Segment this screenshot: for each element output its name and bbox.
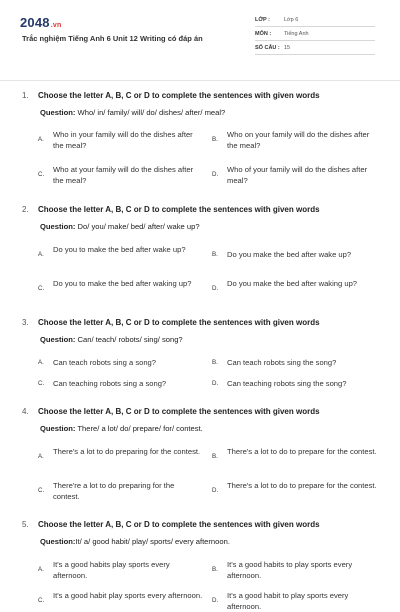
instruction-text: Choose the letter A, B, C or D to complete the sentences with given words: [38, 407, 320, 416]
logo-suffix: .vn: [50, 22, 62, 29]
option-text: There're a lot to do preparing for the contest.: [53, 481, 175, 501]
option-text: Do you to make the bed after waking up?: [53, 279, 192, 288]
option-text: It's a good habits to play sports every afternoon.: [227, 560, 353, 580]
question-instruction: [22, 407, 320, 416]
meta-row-class: [255, 14, 375, 27]
option-text: Who at your family will do the dishes after the meal?: [53, 165, 194, 185]
option-letter: A.: [38, 453, 44, 460]
question-text: Can/ teach/ robots/ sing/ song?: [75, 335, 183, 344]
meta-value: Lớp 6: [284, 17, 299, 23]
header-divider: [0, 80, 400, 81]
option-text: Can teaching robots sing the song?: [227, 379, 347, 388]
question-instruction: [22, 91, 320, 100]
option-text: It's a good habit to play sports every afternoon.: [227, 591, 349, 611]
option-text: Do you make the bed after wake up?: [227, 250, 352, 259]
option-letter: D.: [212, 487, 219, 494]
option-letter: A.: [38, 136, 44, 143]
option-letter: D.: [212, 597, 219, 604]
meta-label: MÔN :: [255, 31, 272, 37]
question-instruction: [22, 318, 320, 327]
instruction-text: Choose the letter A, B, C or D to complete the sentences with given words: [38, 520, 320, 529]
instruction-text: Choose the letter A, B, C or D to complete the sentences with given words: [38, 91, 320, 100]
option-letter: A.: [38, 566, 44, 573]
option-text: Do you to make the bed after wake up?: [53, 245, 186, 254]
option-text: Can teaching robots sing a song?: [53, 379, 167, 388]
option-letter: D.: [212, 380, 219, 387]
option-text: Who on your family will do the dishes after the meal?: [227, 130, 370, 150]
option-text: Who in your family will do the dishes after the meal?: [53, 130, 193, 150]
question-prompt: [40, 335, 183, 344]
option-letter: B.: [212, 136, 218, 143]
question-label: Question:: [40, 108, 76, 117]
option-text: Can teach robots sing the song?: [227, 358, 337, 367]
document-title: Trắc nghiệm Tiếng Anh 6 Unit 12 Writing có đáp án: [22, 34, 203, 43]
instruction-text: Choose the letter A, B, C or D to complete the sentences with given words: [38, 318, 320, 327]
meta-row-count: [255, 42, 375, 55]
meta-label: SỐ CÂU :: [255, 45, 280, 51]
option-text: It's a good habit play sports every afternoon.: [53, 591, 203, 600]
option-letter: C.: [38, 285, 45, 292]
option-letter: A.: [38, 359, 44, 366]
question-number: 1.: [22, 91, 29, 100]
question-number: 5.: [22, 520, 29, 529]
question-text: There/ a lot/ do/ prepare/ for/ contest.: [75, 424, 203, 433]
option-text: Who of your family will do the dishes after meal?: [227, 165, 368, 185]
question-instruction: [22, 205, 320, 214]
option-letter: C.: [38, 380, 45, 387]
question-number: 2.: [22, 205, 29, 214]
option-letter: B.: [212, 359, 218, 366]
option-letter: C.: [38, 487, 45, 494]
question-label: Question:: [40, 335, 76, 344]
option-letter: B.: [212, 453, 218, 460]
question-text: It/ a/ good habit/ play/ sports/ every afternoon.: [75, 537, 230, 546]
meta-value: 15: [284, 45, 291, 51]
question-number: 3.: [22, 318, 29, 327]
site-logo[interactable]: [20, 15, 61, 30]
meta-value: Tiếng Anh: [284, 31, 309, 37]
meta-label: LỚP :: [255, 17, 270, 23]
option-text: There's a lot to do to prepare for the contest.: [227, 481, 377, 490]
option-text: There's a lot to do preparing for the contest.: [53, 447, 201, 456]
question-instruction: [22, 520, 320, 529]
option-letter: B.: [212, 566, 218, 573]
option-letter: D.: [212, 285, 219, 292]
option-letter: C.: [38, 597, 45, 604]
option-text: Do you make the bed after waking up?: [227, 279, 358, 288]
question-label: Question:: [40, 424, 76, 433]
question-prompt: [40, 424, 203, 433]
option-text: Can teach robots sing a song?: [53, 358, 157, 367]
question-label: Question:: [40, 537, 76, 546]
question-text: Who/ in/ family/ will/ do/ dishes/ after/ meal?: [75, 108, 226, 117]
page-header: [0, 0, 400, 70]
option-text: It's a good habits play sports every afternoon.: [53, 560, 170, 580]
meta-row-subject: [255, 28, 375, 41]
option-letter: A.: [38, 251, 44, 258]
option-letter: C.: [38, 171, 45, 178]
question-prompt: [40, 537, 230, 546]
option-text: There's a lot to do to prepare for the contest.: [227, 447, 377, 456]
option-letter: D.: [212, 171, 219, 178]
question-label: Question:: [40, 222, 76, 231]
question-text: Do/ you/ make/ bed/ after/ wake up?: [75, 222, 200, 231]
question-prompt: [40, 222, 200, 231]
question-number: 4.: [22, 407, 29, 416]
instruction-text: Choose the letter A, B, C or D to complete the sentences with given words: [38, 205, 320, 214]
option-letter: B.: [212, 251, 218, 258]
question-prompt: [40, 108, 225, 117]
logo-text: 2048: [20, 15, 50, 30]
